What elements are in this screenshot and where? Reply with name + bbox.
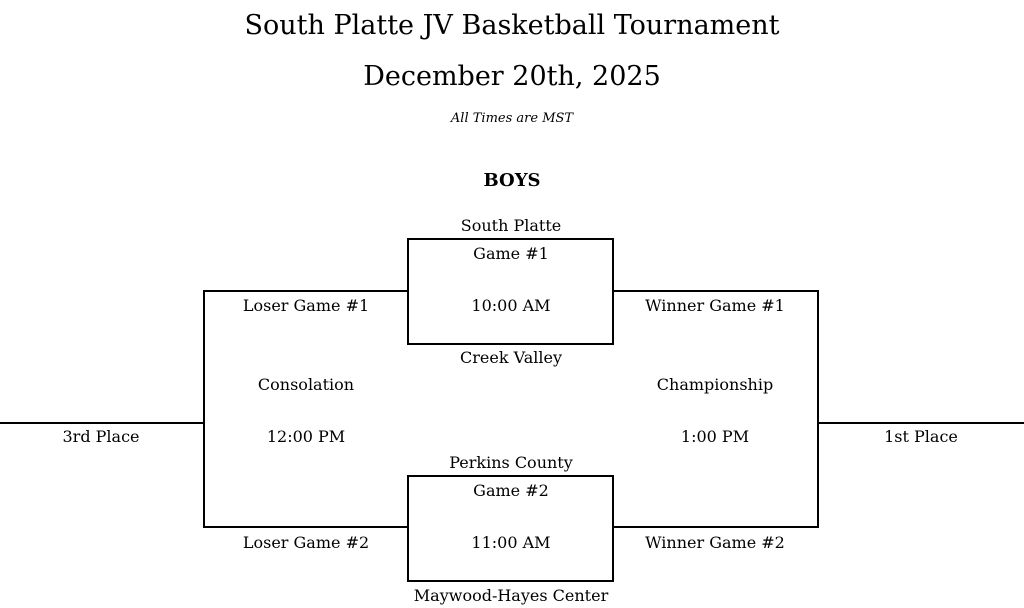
loser1-line (203, 290, 408, 292)
consolation-time: 12:00 PM (266, 427, 346, 446)
winner-game1-label: Winner Game #1 (645, 296, 785, 315)
winner2-line (613, 526, 819, 528)
winner1-line (613, 290, 819, 292)
consolation-label: Consolation (257, 375, 355, 394)
championship-time: 1:00 PM (680, 427, 750, 446)
page-title: South Platte JV Basketball Tournament (244, 10, 780, 41)
third-place-line (0, 422, 204, 424)
loser-game1-label: Loser Game #1 (242, 296, 370, 315)
third-place-label: 3rd Place (62, 427, 140, 446)
game2-bottom-team: Maywood-Hayes Center (413, 586, 609, 605)
game1-top-team: South Platte (460, 216, 562, 235)
consolation-vertical-line (203, 290, 205, 528)
game1-label: Game #1 (473, 244, 549, 263)
first-place-label: 1st Place (884, 427, 958, 446)
championship-label: Championship (656, 375, 774, 394)
tournament-date: December 20th, 2025 (363, 61, 661, 92)
winner-game2-label: Winner Game #2 (645, 533, 785, 552)
game1-bottom-team: Creek Valley (460, 348, 562, 367)
championship-vertical-line (817, 290, 819, 528)
game2-time: 11:00 AM (471, 533, 551, 552)
loser2-line (203, 526, 408, 528)
game2-label: Game #2 (473, 481, 549, 500)
division-heading: BOYS (483, 170, 541, 191)
time-zone-note: All Times are MST (450, 111, 574, 126)
game2-top-team: Perkins County (449, 453, 573, 472)
game1-time: 10:00 AM (471, 296, 551, 315)
loser-game2-label: Loser Game #2 (242, 533, 370, 552)
first-place-line (818, 422, 1024, 424)
